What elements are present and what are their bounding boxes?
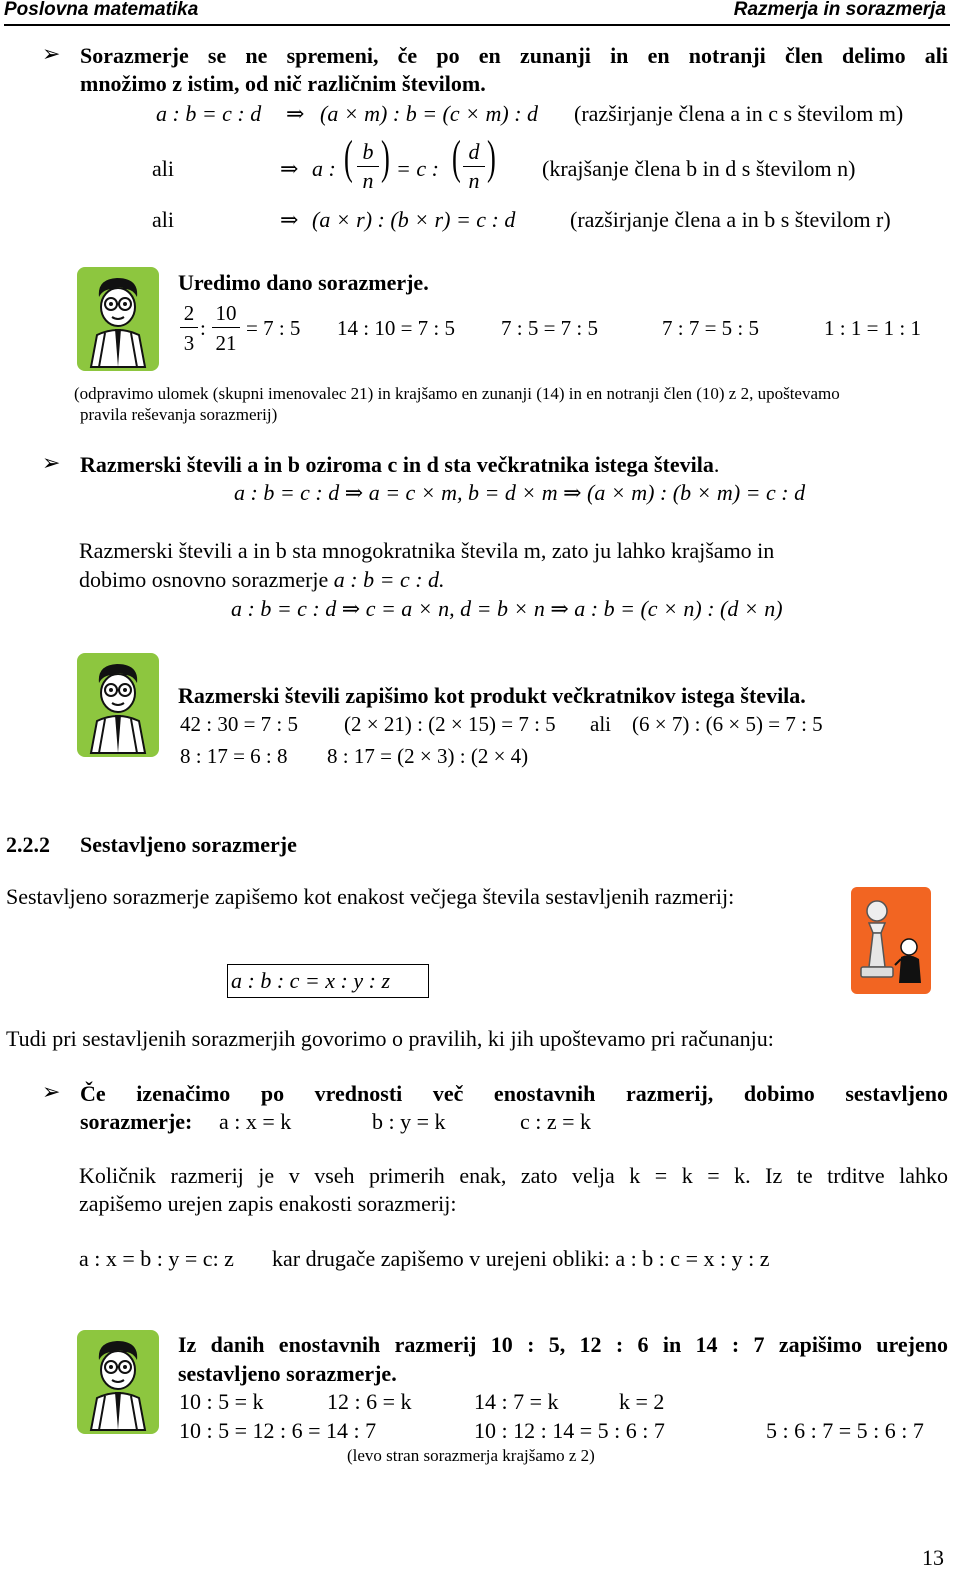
section3-r1: a : x = k — [219, 1109, 292, 1134]
page-number: 13 — [922, 1545, 944, 1570]
section-number: 2.2.2 — [6, 832, 50, 857]
example2-title: Razmerski števili zapišimo kot produkt večkratnikov istega števila. — [178, 683, 806, 708]
example2-l1c: ali — [590, 712, 611, 736]
section3-final-b: kar drugače zapišemo v urejeni obliki: a : b : c = x : y : z — [272, 1246, 770, 1271]
implies-symbol: ⇒ — [280, 156, 299, 181]
section3-bullet-line1: Če izenačimo po vrednosti več enostavnih razmerij, dobimo sestavljeno — [80, 1081, 948, 1106]
fraction-2-3: 2 3 — [180, 302, 198, 354]
boxed-formula: a : b : c = x : y : z — [227, 964, 429, 998]
example3-s1: 10 : 5 = 12 : 6 = 14 : 7 — [179, 1418, 377, 1443]
example1-note-line1: (odpravimo ulomek (skupni imenovalec 21) in krajšamo en zunanji (14) in en notranji člen (10) z 2, upoštevamo — [74, 384, 840, 403]
formula2-note: (krajšanje člena b in d s številom n) — [542, 156, 856, 181]
formula2-eq: = c : — [396, 156, 439, 181]
paren-left: ( — [344, 131, 353, 184]
example3-r1: 10 : 5 = k — [179, 1389, 264, 1414]
formula1-lhs: a : b = c : d — [156, 101, 262, 126]
formula2-a: a : — [312, 156, 336, 181]
example3-s3: 5 : 6 : 7 = 5 : 6 : 7 — [766, 1418, 924, 1443]
example3-r4: k = 2 — [619, 1389, 665, 1414]
example1-eq-a: = 7 : 5 — [246, 316, 301, 340]
header-left: Poslovna matematika — [4, 0, 199, 20]
rule-text-line2: množimo z istim, od nič različnim številom. — [80, 71, 486, 96]
example1-eq-e: 1 : 1 = 1 : 1 — [824, 316, 922, 340]
example3-title-line2: sestavljeno sorazmerje. — [178, 1361, 397, 1386]
section2-formula2: a : b = c : d ⇒ c = a × n, d = b × n ⇒ a : b = (c × n) : (d × n) — [231, 596, 783, 621]
example1-eq-d: 7 : 7 = 5 : 5 — [662, 316, 760, 340]
example2-l2b: 8 : 17 = (2 × 3) : (2 × 4) — [327, 744, 529, 768]
header-rule — [4, 24, 950, 26]
student-icon — [77, 1330, 159, 1439]
fraction-d-over-n: d n — [463, 140, 485, 193]
example3-title-line1: Iz danih enostavnih razmerij 10 : 5, 12 : 6 in 14 : 7 zapišimo urejeno — [178, 1332, 948, 1357]
example2-l2a: 8 : 17 = 6 : 8 — [180, 744, 288, 768]
ali-label-1: ali — [152, 156, 174, 181]
arrow-bullet-icon: ➢ — [42, 42, 61, 67]
fraction-10-21: 10 21 — [212, 302, 240, 354]
chess-pawn-icon — [851, 887, 931, 999]
section3-intro: Sestavljeno sorazmerje zapišemo kot enakost večjega števila sestavljenih razmerij: — [6, 884, 735, 909]
section2-para-line2: dobimo osnovno sorazmerje a : b = c : d. — [79, 567, 445, 592]
student-icon — [77, 653, 159, 762]
example2-l1b: (2 × 21) : (2 × 15) = 7 : 5 — [344, 712, 556, 736]
arrow-bullet-icon: ➢ — [42, 451, 61, 476]
section2-para-line1: Razmerski števili a in b sta mnogokratnika števila m, zato ju lahko krajšamo in — [79, 538, 775, 563]
section3-final-a: a : x = b : y = c: z — [79, 1246, 234, 1271]
section3-bullet-line2: sorazmerje: — [80, 1109, 193, 1134]
example3-r2: 12 : 6 = k — [327, 1389, 412, 1414]
section3-r3: c : z = k — [520, 1109, 592, 1134]
colon: : — [200, 316, 206, 340]
fraction-b-over-n: b n — [357, 140, 379, 193]
implies-symbol: ⇒ — [286, 101, 305, 126]
student-icon — [77, 267, 159, 376]
paren-left: ( — [452, 131, 461, 184]
example1-eq-b: 14 : 10 = 7 : 5 — [337, 316, 456, 340]
rule-text-line1: Sorazmerje se ne spremeni, če po en zunanji in en notranji člen delimo ali — [80, 43, 948, 68]
paren-right: ) — [487, 131, 496, 184]
section3-rules-intro: Tudi pri sestavljenih sorazmerjih govorimo o pravilih, ki jih upoštevamo pri računanju: — [6, 1026, 774, 1051]
example3-s2: 10 : 12 : 14 = 5 : 6 : 7 — [474, 1418, 665, 1443]
section3-r2: b : y = k — [372, 1109, 446, 1134]
section3-para-line1: Količnik razmerij je v vseh primerih enak, zato velja k = k = k. Iz te trditve lahko — [79, 1163, 948, 1188]
header-right: Razmerja in sorazmerja — [733, 0, 946, 20]
example1-title: Uredimo dano sorazmerje. — [178, 270, 429, 295]
section2-formula1: a : b = c : d ⇒ a = c × m, b = d × m ⇒ (a × m) : (b × m) = c : d — [234, 480, 806, 505]
example1-note-line2: pravila reševanja sorazmerij) — [80, 405, 278, 424]
example3-note: (levo stran sorazmerja krajšamo z 2) — [347, 1446, 595, 1465]
arrow-bullet-icon: ➢ — [42, 1080, 61, 1105]
example2-l1d: (6 × 7) : (6 × 5) = 7 : 5 — [632, 712, 823, 736]
example1-eq-c: 7 : 5 = 7 : 5 — [501, 316, 599, 340]
formula3-rhs: (a × r) : (b × r) = c : d — [312, 207, 516, 232]
formula3-note: (razširjanje člena a in b s številom r) — [570, 207, 891, 232]
section-title: Sestavljeno sorazmerje — [80, 832, 297, 857]
implies-symbol: ⇒ — [280, 207, 299, 232]
ali-label-2: ali — [152, 207, 174, 232]
section3-para-line2: zapišemo urejen zapis enakosti sorazmerij: — [79, 1191, 457, 1216]
section2-bullet: Razmerski števili a in b oziroma c in d sta večkratnika istega števila. — [80, 452, 720, 477]
example3-r3: 14 : 7 = k — [474, 1389, 559, 1414]
formula1-rhs: (a × m) : b = (c × m) : d — [320, 101, 539, 126]
formula1-note: (razširjanje člena a in c s številom m) — [574, 101, 904, 126]
paren-right: ) — [381, 131, 390, 184]
example2-l1a: 42 : 30 = 7 : 5 — [180, 712, 299, 736]
